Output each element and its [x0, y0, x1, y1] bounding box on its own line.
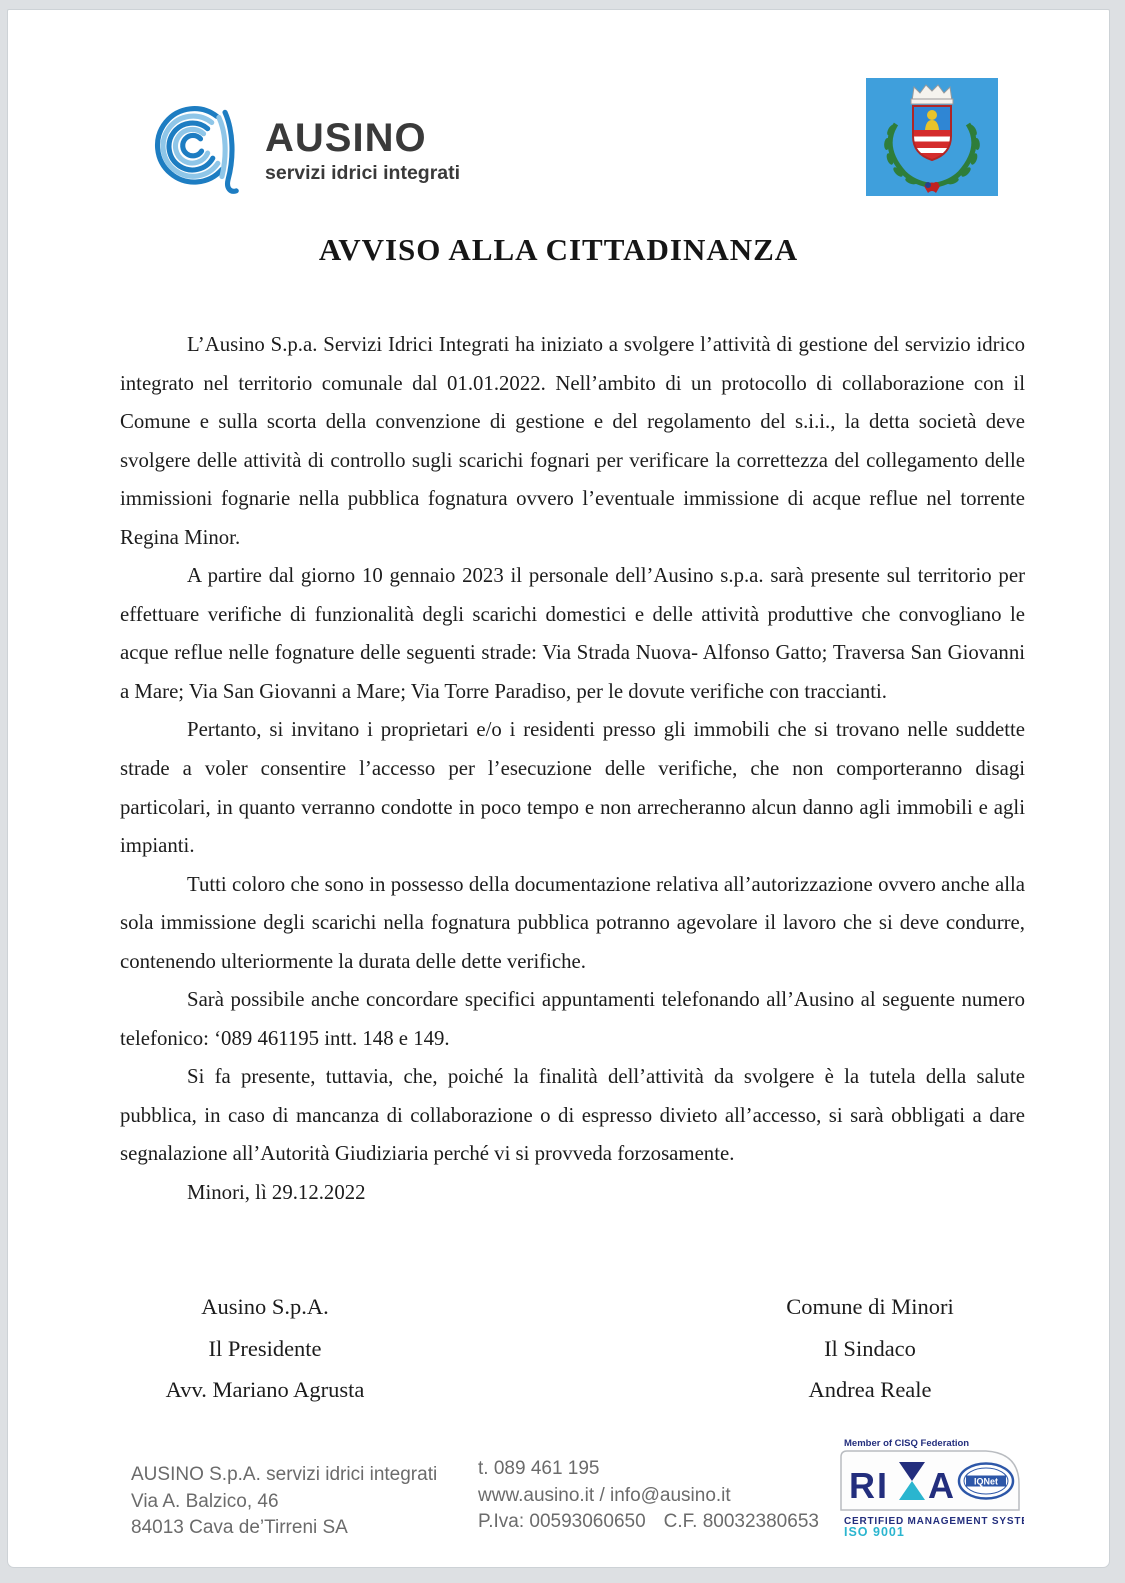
svg-text:ISO 9001: ISO 9001: [844, 1525, 905, 1538]
ausino-logo-text: [265, 116, 460, 184]
footer-company-line: [131, 1462, 437, 1489]
body-paragraph: Sarà possibile anche concordare specifici appuntamenti telefonando all’Ausino al seguente numero telefonico: ‘089 461195 intt. 148 e 149.: [120, 988, 1025, 1050]
rina-certification-logo: [836, 1436, 1024, 1543]
crest-icon: [866, 78, 998, 196]
svg-text:Member of CISQ Federation: Member of CISQ Federation: [844, 1438, 970, 1449]
body-paragraph: L’Ausino S.p.a. Servizi Idrici Integrati ha iniziato a svolgere l’attività di gestione del servizio idrico integrato nel territorio comunale dal 01.01.2022. Nell’ambito di un protocollo di collaborazione con il Comune e sulla scorta della convenzione di gestione e del regolamento del s.i.i., la detta società deve svolgere delle attività di controllo sugli scarichi fognari per verificare la correttezza del collegamento delle immissioni fognarie nella pubblica fognatura ovvero l’eventuale immissione di acque reflue nel torrente Regina Minor.: [120, 333, 1025, 549]
footer-company-tagline: servizi idrici integrati: [260, 1464, 438, 1485]
comune-di-minori-crest: [866, 78, 998, 201]
footer-address: [131, 1462, 437, 1542]
page-title: AVVISO ALLA CITTADINANZA: [318, 232, 799, 267]
signature-role: Il Presidente: [208, 1335, 322, 1361]
date-line: Minori, lì 29.12.2022: [187, 1181, 366, 1205]
footer-phone: t. 089 461 195: [478, 1458, 600, 1479]
ausino-logo: [149, 96, 460, 198]
signature-block: [120, 1286, 1025, 1411]
brand-name: AUSINO: [265, 116, 427, 160]
footer-street: Via A. Balzico, 46: [131, 1490, 279, 1512]
body-paragraph: Si fa presente, tuttavia, che, poiché la finalità dell’attività da svolgere è la tutela della salute pubblica, in caso di mancanza di collaborazione o di espresso divieto all’accesso, si sarà obbligati a dare segnalazione all’Autorità Giudiziaria perché vi si provveda forzosamente.: [120, 1065, 1025, 1166]
svg-text:RI: RI: [849, 1465, 889, 1506]
signature-right: [725, 1286, 1015, 1411]
footer-contacts: [478, 1456, 819, 1536]
body-paragraph: Tutti coloro che sono in possesso della documentazione relativa all’autorizzazione ovvero anche alla sola immissione degli scarichi nella fognatura pubblica potranno agevolare il lavoro che si deve condurre, contenendo ulteriormente la durata delle dette verifiche.: [120, 872, 1025, 973]
signature-name: Avv. Mariano Agrusta: [165, 1377, 365, 1402]
footer-piva: P.Iva: 00593060650: [478, 1511, 646, 1532]
signature-org: Comune di Minori: [786, 1294, 954, 1319]
footer-city: 84013 Cava de’Tirreni SA: [131, 1517, 348, 1538]
rina-iso9001-icon: [836, 1436, 1024, 1538]
footer-cf: C.F. 80032380653: [663, 1511, 819, 1532]
document-body: [120, 326, 1025, 1213]
signature-name: Andrea Reale: [808, 1377, 932, 1402]
svg-text:A: A: [928, 1465, 954, 1506]
signature-org: Ausino S.p.A.: [201, 1294, 329, 1319]
body-paragraph: A partire dal giorno 10 gennaio 2023 il personale dell’Ausino s.p.a. sarà presente sul territorio per effettuare verifiche di funzionalità degli scarichi domestici e delle attività produttive che convogliano le acque reflue nelle fognature delle seguenti strade: Via Strada Nuova- Alfonso Gatto; Traversa San Giovanni a Mare; Via San Giovanni a Mare; Via Torre Paradiso, per le dovute verifiche con traccianti.: [120, 564, 1025, 703]
svg-text:IQNet: IQNet: [973, 1476, 999, 1487]
signature-role: Il Sindaco: [824, 1335, 916, 1361]
svg-text:CERTIFIED MANAGEMENT SYSTEM: CERTIFIED MANAGEMENT SYSTEM: [844, 1516, 1024, 1527]
signature-left: [120, 1286, 410, 1411]
document-page: [7, 9, 1110, 1568]
footer-web: www.ausino.it / info@ausino.it: [478, 1484, 731, 1506]
ausino-swirl-icon: [149, 96, 249, 198]
footer-company: AUSINO S.p.A.: [131, 1464, 261, 1485]
footer-fiscal: [478, 1509, 819, 1536]
brand-tagline: servizi idrici integrati: [265, 162, 461, 184]
body-paragraph: Pertanto, si invitano i proprietari e/o i residenti presso gli immobili che si trovano nelle suddette strade a voler consentire l’accesso per l’esecuzione delle verifiche, che non comporteranno disagi particolari, in quanto verranno condotte in poco tempo e non arrecheranno alcun danno agli immobili e agli impianti.: [120, 718, 1025, 858]
